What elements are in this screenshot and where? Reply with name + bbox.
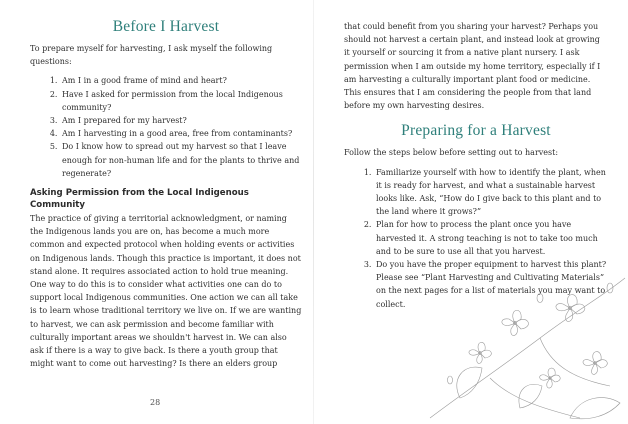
preparing-harvest-heading: Preparing for a Harvest — [401, 122, 551, 140]
flower-bloom — [469, 342, 491, 363]
before-harvest-heading: Before I Harvest — [112, 18, 220, 35]
left-intro: To prepare myself for harvesting, I ask myself the following questions: — [30, 44, 273, 67]
list-item: 3. Am I prepared for my harvest? — [60, 114, 302, 127]
list-item: 1. Familiarize yourself with how to identify the plant, when it is ready for harvest, and what a sustainable harvest looks like. Ask, “How do I give back to this plant and to the land where it grows?” — [374, 166, 608, 219]
list-item: 1. Am I in a good frame of mind and heart? — [60, 74, 302, 87]
leaf — [570, 398, 620, 419]
list-item: 3. Do you have the proper equipment to harvest this plant? Please see “Plant Harvesting and Cultivating Materials” on the next pages for a list of materials you may want to collect. — [374, 258, 608, 311]
list-item: 2. Have I asked for permission from the local Indigenous community? — [60, 88, 302, 114]
flower-bloom — [556, 295, 585, 322]
flower-bloom — [540, 368, 560, 388]
asking-permission-body: The practice of giving a territorial acknowledgment, or naming the Indigenous lands you are on, has become a much more common and expected protocol when holding events or activities on Indigenous lands. Though this practice is important, it does not stand alone. It requires associated action to hold true meaning. One way to do this is to consider what activities one can do to support local Indigenous communities. One action we can all take is to learn whose traditional territory we live on. If we are wanting to harvest, we can ask permission and become familiar with culturally important areas we shouldn't harvest in. We can also ask if there is a way to give back. Is there a youth group that might want to come out harvesting? Is there an elders group — [30, 214, 302, 369]
right-intro: Follow the steps below before setting out to harvest: — [344, 148, 559, 158]
asking-permission-subheading: Asking Permission from the Local Indigenous Community — [30, 188, 249, 211]
flower-bloom — [583, 352, 607, 375]
bud — [448, 376, 453, 384]
list-item: 2. Plan for how to process the plant once you have harvested it. A strong teaching is not to take too much and to be sure to use all that you harvest. — [374, 218, 608, 258]
page-number: 28 — [150, 398, 161, 407]
leaf — [519, 384, 542, 408]
list-item: 4. Am I harvesting in a good area, free from contaminants? — [60, 127, 302, 140]
flower-illustration — [420, 268, 628, 424]
bud — [537, 294, 543, 303]
questions-list — [30, 74, 302, 180]
continued-paragraph: that could benefit from you sharing your harvest? Perhaps you should not harvest a certain plant, and instead look at growing it yourself or sourcing it from a native plant nursery. I ask permission when I am outside my home territory, especially if I am harvesting a culturally important plant food or medicine. This ensures that I am considering the people from that land before my own harvesting desires. — [344, 22, 601, 111]
flower-bloom — [502, 310, 529, 335]
list-item: 5. Do I know how to spread out my harvest so that I leave enough for non-human life and for the plants to thrive and regenerate? — [60, 140, 302, 180]
